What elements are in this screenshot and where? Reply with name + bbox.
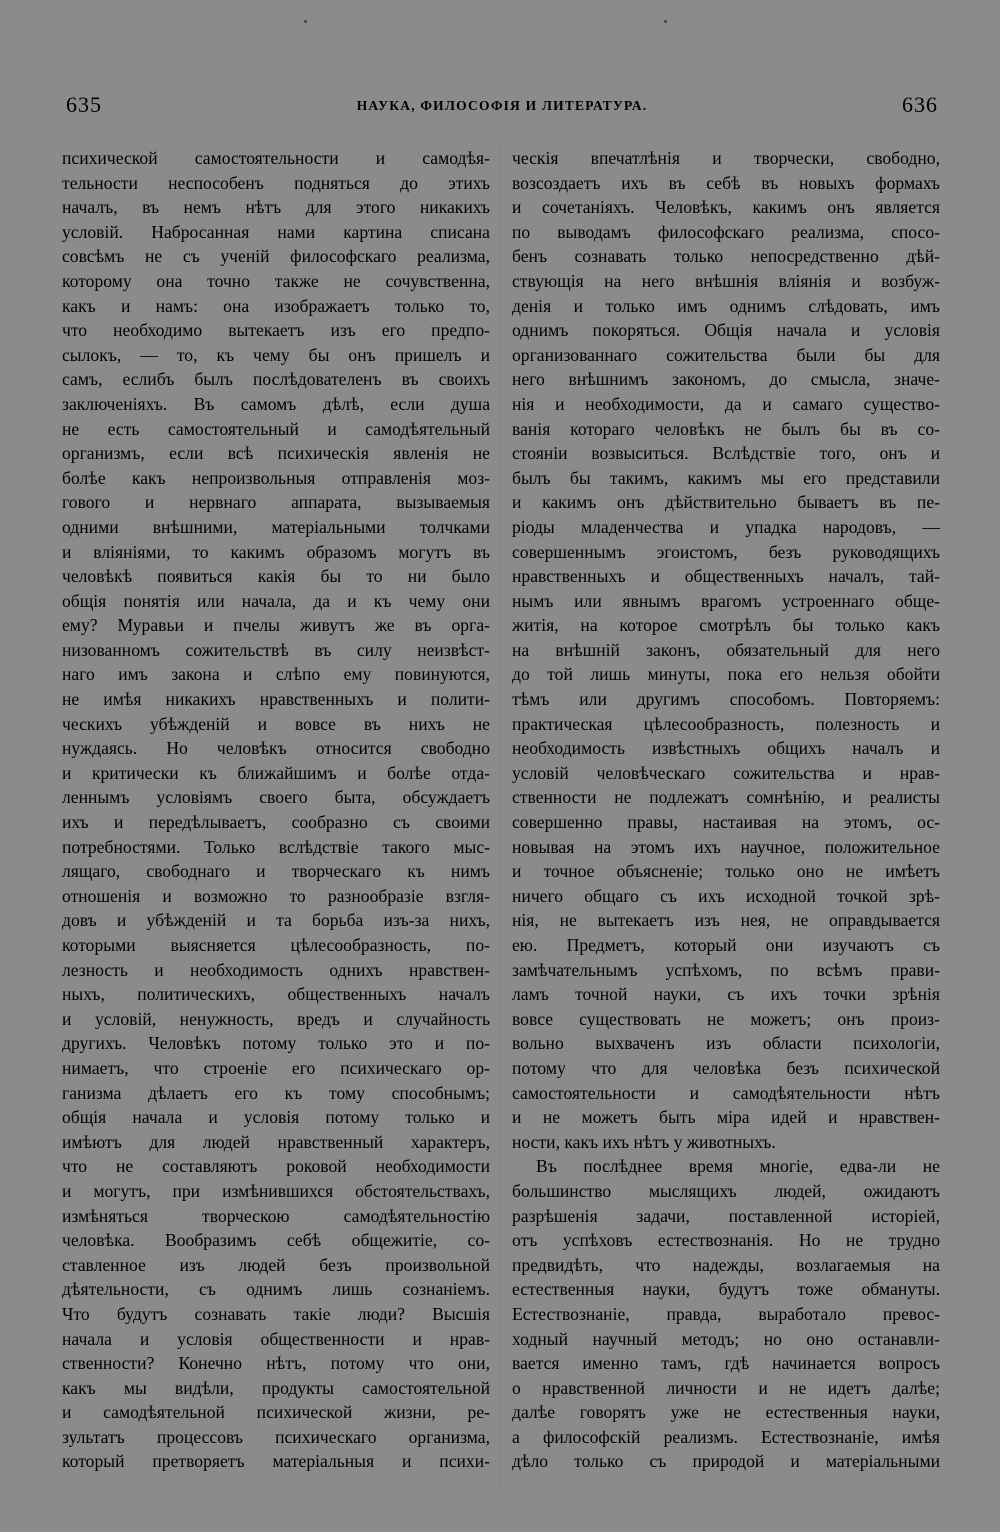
text-line: стояніи возвыситься. Вслѣдствіе того, онъ и bbox=[512, 443, 940, 464]
text-line: условій. Набросанная нами картина списана bbox=[62, 221, 490, 242]
text-line: большинство мыслящихъ людей, ожидаютъ bbox=[512, 1180, 940, 1201]
text-line: и не можетъ быть міра идей и нравствен- bbox=[512, 1107, 940, 1128]
text-line: одними внѣшними, матеріальными толчками bbox=[62, 516, 490, 537]
text-line: которому она точно также не сочувственна, bbox=[62, 270, 490, 291]
text-line: ческія впечатлѣнія и творчески, свободно, bbox=[512, 148, 940, 168]
text-line: и критически къ ближайшимъ и болѣе отда- bbox=[62, 762, 490, 783]
text-line: до той лишь минуты, пока его нельзя обойти bbox=[512, 664, 940, 685]
text-line: наго имъ закона и слѣпо ему повинуются, bbox=[62, 664, 490, 685]
text-line: гового и нервнаго аппарата, вызываемыя bbox=[62, 492, 490, 513]
text-line: новывая на этомъ ихъ научное, положительное bbox=[512, 836, 940, 857]
text-line: общія начала и условія потому только и bbox=[62, 1107, 490, 1128]
text-line: и какимъ онъ дѣйствительно бываетъ въ пе- bbox=[512, 492, 940, 513]
text-line: ванія котораго человѣкъ не былъ бы въ со- bbox=[512, 418, 940, 439]
text-line: что необходимо вытекаетъ изъ его предпо- bbox=[62, 320, 490, 341]
text-line: естественныя науки, будутъ тоже обмануты. bbox=[512, 1279, 940, 1300]
text-line: ственности не подлежатъ сомнѣнію, и реалисты bbox=[512, 787, 940, 808]
text-line: измѣняться творческою самодѣятельностію bbox=[62, 1205, 490, 1226]
text-line: потребностями. Только вслѣдствіе такого мыс- bbox=[62, 836, 490, 857]
page-header bbox=[66, 92, 938, 122]
text-line: и вліяніями, то какимъ образомъ могутъ въ bbox=[62, 541, 490, 562]
text-line: совсѣмъ не съ ученій философскаго реализма, bbox=[62, 246, 490, 267]
text-line: не есть самостоятельный и самодѣятельный bbox=[62, 418, 490, 439]
text-line: Естествознаніе, правда, выработало превос- bbox=[512, 1303, 940, 1324]
text-line: низованномъ сожительствѣ въ силу неизвѣст- bbox=[62, 639, 490, 660]
running-title: НАУКА, ФИЛОСОФІЯ И ЛИТЕРАТУРА. bbox=[356, 98, 648, 113]
text-line: какъ мы видѣли, продукты самостоятельной bbox=[62, 1377, 490, 1398]
text-line: заключеніяхъ. Въ самомъ дѣлѣ, если душа bbox=[62, 393, 490, 414]
text-line: тѣмъ или другимъ способомъ. Повторяемъ: bbox=[512, 689, 940, 710]
text-line: однимъ покоряться. Общія начала и условія bbox=[512, 320, 940, 341]
text-line: и точное объясненіе; только оно не имѣетъ bbox=[512, 861, 940, 882]
text-line: что не составляютъ роковой необходимости bbox=[62, 1156, 490, 1177]
text-line: замѣчательнымъ успѣхомъ, по всѣмъ прави- bbox=[512, 959, 940, 980]
text-line: далѣе говорятъ уже не естественныя науки, bbox=[512, 1402, 940, 1423]
text-line: ходный научный методъ; но оно останавли- bbox=[512, 1328, 940, 1349]
text-line: разрѣшенія задачи, поставленной исторіей, bbox=[512, 1205, 940, 1226]
text-line: нія и необходимости, да и самаго существо- bbox=[512, 393, 940, 414]
text-line: ганизма дѣлаетъ его къ тому способнымъ; bbox=[62, 1082, 490, 1103]
text-line: не имѣя никакихъ нравственныхъ и полити- bbox=[62, 689, 490, 710]
page-number-right: 636 bbox=[902, 92, 938, 117]
text-line: нуждаясь. Но человѣкъ относится свободно bbox=[62, 738, 490, 759]
text-line: леннымъ условіямъ своего быта, обсуждаетъ bbox=[62, 787, 490, 808]
text-line: лящаго, свободнаго и творческаго къ нимъ bbox=[62, 861, 490, 882]
text-line: и самодѣятельной психической жизни, ре- bbox=[62, 1402, 490, 1423]
text-line: совершеннымъ эгоистомъ, безъ руководящихъ bbox=[512, 541, 940, 562]
text-line: нымъ или явнымъ врагомъ устроеннаго обще- bbox=[512, 590, 940, 611]
text-line: ею. Предметъ, который они изучаютъ съ bbox=[512, 935, 940, 955]
text-line: потому что для человѣка безъ психической bbox=[512, 1057, 940, 1078]
right-column bbox=[512, 146, 940, 1474]
text-line: нравственныхъ и общественныхъ началъ, тай- bbox=[512, 566, 940, 587]
text-line: ламъ точной науки, съ ихъ точки зрѣнія bbox=[512, 984, 940, 1005]
text-line: а философскій реализмъ. Естествознаніе, имѣя bbox=[512, 1426, 940, 1447]
text-line: тельности неспособенъ подняться до этихъ bbox=[62, 172, 490, 193]
text-line: и условій, ненужность, вредъ и случайность bbox=[62, 1008, 490, 1029]
text-line: отъ успѣховъ естествознанія. Но не трудно bbox=[512, 1230, 940, 1251]
text-line: самостоятельности и самодѣятельности нѣтъ bbox=[512, 1082, 940, 1103]
text-line: совершенно правы, настаивая на этомъ, ос- bbox=[512, 812, 940, 833]
text-line: и могутъ, при измѣнившихся обстоятельствахъ, bbox=[62, 1180, 490, 1201]
text-line: по выводамъ философскаго реализма, спосо- bbox=[512, 221, 940, 242]
text-line: ставленное изъ людей безъ произвольной bbox=[62, 1254, 490, 1275]
text-line: лезность и необходимость однихъ нравствен- bbox=[62, 959, 490, 980]
text-line: дѣло только съ природой и матеріальными bbox=[512, 1451, 940, 1472]
text-line: необходимость извѣстныхъ общихъ началъ и bbox=[512, 738, 940, 759]
margin-mark-2 bbox=[664, 20, 667, 23]
text-line: вается именно тамъ, гдѣ начинается вопросъ bbox=[512, 1353, 940, 1374]
margin-mark-1 bbox=[304, 20, 307, 23]
text-line: денія и только имъ однимъ слѣдовать, имъ bbox=[512, 295, 940, 316]
text-line: который претворяетъ матеріальныя и психи- bbox=[62, 1451, 490, 1472]
text-line: ственности? Конечно нѣтъ, потому что они, bbox=[62, 1353, 490, 1374]
text-line: ріоды младенчества и упадка народовъ, — bbox=[512, 516, 940, 537]
text-line: зультатъ процессовъ психическаго организма, bbox=[62, 1426, 490, 1447]
text-line: былъ бы такимъ, какимъ мы его представили bbox=[512, 467, 940, 488]
text-line: нія, не вытекаетъ изъ нея, не оправдывается bbox=[512, 910, 940, 931]
text-line: о нравственной личности и не идетъ далѣе; bbox=[512, 1377, 940, 1398]
text-line: предвидѣть, что надежды, возлагаемыя на bbox=[512, 1254, 940, 1275]
text-line: болѣе какъ непроизвольныя отправленія моз- bbox=[62, 467, 490, 488]
text-line: него внѣшнимъ закономъ, до смысла, значе- bbox=[512, 369, 940, 390]
text-line: какъ и намъ: она изображаетъ только то, bbox=[62, 295, 490, 316]
text-line: сылокъ, — то, къ чему бы онъ пришелъ и bbox=[62, 344, 490, 365]
text-line: довъ и убѣжденій и та борьба изъ-за нихъ, bbox=[62, 910, 490, 931]
text-line: Что будутъ сознавать такіе люди? Высшія bbox=[62, 1303, 490, 1324]
text-line: начала и условія общественности и нрав- bbox=[62, 1328, 490, 1349]
text-line: человѣкѣ появиться какія бы то ни было bbox=[62, 566, 490, 587]
text-line: нимаетъ, что строеніе его психическаго ор- bbox=[62, 1057, 490, 1078]
text-line: бенъ сознавать только непосредственно дѣй- bbox=[512, 246, 940, 267]
column-divider bbox=[499, 146, 500, 1486]
text-line: дѣятельности, съ однимъ лишь сознаніемъ. bbox=[62, 1279, 490, 1300]
text-line: условій человѣческаго сожительства и нрав- bbox=[512, 762, 940, 783]
page-number-left: 635 bbox=[66, 92, 102, 117]
text-line: Въ послѣднее время многіе, едва-ли не bbox=[536, 1156, 940, 1177]
text-line: ности, какъ ихъ нѣтъ у животныхъ. bbox=[512, 1131, 776, 1152]
text-line: самъ, еслибъ былъ послѣдователенъ въ своихъ bbox=[62, 369, 490, 390]
text-line: началъ, въ немъ нѣтъ для этого никакихъ bbox=[62, 197, 490, 218]
left-column bbox=[62, 146, 490, 1474]
text-line: житія, на которое смотрѣлъ бы только какъ bbox=[512, 615, 940, 636]
text-line: вовсе существовать не можетъ; онъ произ- bbox=[512, 1008, 940, 1029]
text-line: общія понятія или начала, да и къ чему они bbox=[62, 590, 490, 611]
text-line: которыми выясняется цѣлесообразность, по- bbox=[62, 935, 490, 955]
text-line: организмъ, если всѣ психическія явленія не bbox=[62, 443, 490, 464]
text-line: другихъ. Человѣкъ потому только это и по- bbox=[62, 1033, 490, 1054]
text-line: психической самостоятельности и самодѣя- bbox=[62, 148, 490, 168]
text-line: ствующія на него внѣшнія вліянія и возбуж- bbox=[512, 270, 940, 291]
text-line: ческихъ убѣжденій и вовсе въ нихъ не bbox=[62, 713, 490, 734]
text-line: и сочетаніяхъ. Человѣкъ, какимъ онъ является bbox=[512, 197, 940, 218]
text-line: на внѣшній законъ, обязательный для него bbox=[512, 639, 940, 660]
text-line: ничего общаго съ ихъ исходной точкой зрѣ- bbox=[512, 885, 940, 906]
text-line: ныхъ, политическихъ, общественныхъ началъ bbox=[62, 984, 490, 1005]
text-line: ему? Муравьи и пчелы живутъ же въ орга- bbox=[62, 615, 490, 636]
text-line: практическая цѣлесообразность, полезность и bbox=[512, 713, 940, 734]
text-line: человѣка. Вообразимъ себѣ общежитіе, со- bbox=[62, 1230, 490, 1251]
text-line: отношенія и возможно то разнообразіе взгля- bbox=[62, 885, 490, 906]
text-line: имѣютъ для людей нравственный характеръ, bbox=[62, 1131, 490, 1152]
text-line: организованнаго сожительства были бы для bbox=[512, 344, 940, 365]
text-line: ихъ и передѣлываетъ, сообразно съ своими bbox=[62, 812, 490, 833]
text-line: возсоздаетъ ихъ въ себѣ въ новыхъ формахъ bbox=[512, 172, 940, 193]
text-line: вольно выхваченъ изъ области психологіи, bbox=[512, 1033, 940, 1054]
